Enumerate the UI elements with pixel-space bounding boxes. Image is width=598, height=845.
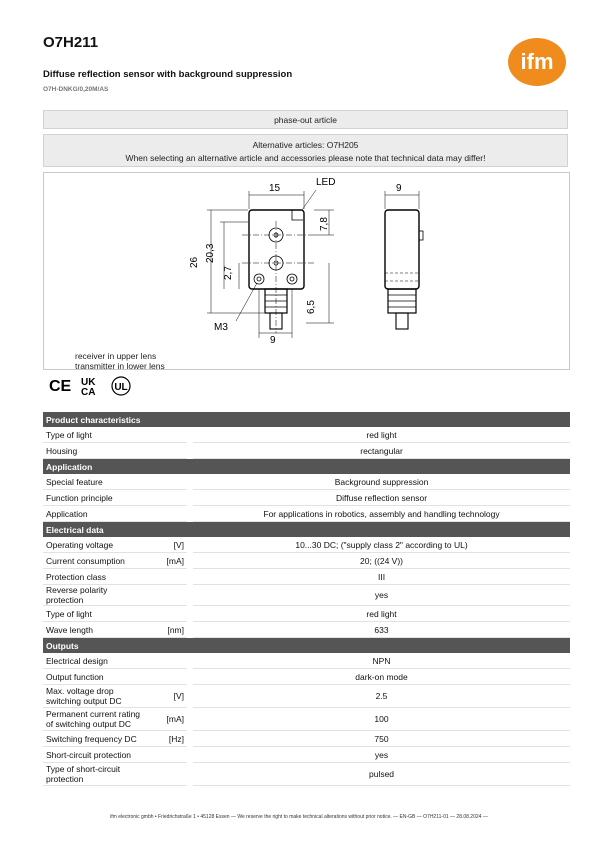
row-name: Type of light (43, 606, 146, 622)
mount-hole-left-icon (254, 274, 264, 284)
alternative-articles: Alternative articles: O7H205 (252, 140, 359, 150)
row-unit (146, 443, 190, 459)
logo-text: ifm (520, 49, 554, 74)
row-name: Electrical design (43, 653, 146, 669)
row-name: Output function (43, 669, 146, 685)
row-value: Diffuse reflection sensor (190, 490, 570, 506)
alternative-notice (43, 134, 568, 167)
section-header (43, 638, 570, 654)
row-unit (146, 606, 190, 622)
mount-hole-right-icon (287, 274, 297, 284)
row-unit (146, 669, 190, 685)
note-receiver: receiver in upper lens (75, 351, 157, 361)
table-row (43, 490, 570, 506)
row-name: Special feature (43, 474, 146, 490)
row-value: 750 (190, 731, 570, 747)
page-footer: ifm electronic gmbh • Friedrichstraße 1 • 45128 Essen — We reserve the right to make technical alterations without prior notice. — EN-GB — O7H211-01 — 28.08.2024 — (110, 814, 488, 820)
row-unit (146, 490, 190, 506)
table-row (43, 747, 570, 763)
dim-203-label: 20,3 (205, 243, 216, 263)
table-row (43, 669, 570, 685)
row-value: III (190, 569, 570, 585)
dim-bottom-label: 9 (270, 335, 276, 346)
row-name: Protection class (43, 569, 146, 585)
row-unit: [V] (146, 537, 190, 553)
table-row (43, 622, 570, 638)
dim-width-label: 15 (269, 183, 281, 194)
row-value: pulsed (190, 763, 570, 786)
certification-marks (48, 374, 138, 398)
row-unit (146, 763, 190, 786)
dim-26-label: 26 (189, 256, 200, 268)
row-name: Reverse polarity protection (43, 585, 146, 606)
row-unit (146, 747, 190, 763)
table-row (43, 443, 570, 459)
table-row (43, 427, 570, 443)
note-transmitter: transmitter in lower lens (75, 361, 165, 371)
row-value: rectangular (190, 443, 570, 459)
row-value: red light (190, 606, 570, 622)
row-name: Switching frequency DC (43, 731, 146, 747)
row-unit: [mA] (146, 553, 190, 569)
table-row (43, 685, 570, 708)
row-value: 633 (190, 622, 570, 638)
product-title: O7H211 (43, 34, 99, 51)
row-value: 100 (190, 708, 570, 731)
table-row (43, 708, 570, 731)
sensor-front-body (249, 210, 304, 289)
table-row (43, 537, 570, 553)
row-unit (146, 427, 190, 443)
alternative-warning: When selecting an alternative article and accessories please note that technical data may differ! (125, 153, 486, 163)
row-value: yes (190, 747, 570, 763)
ukca-mark-bottom: CA (81, 387, 96, 398)
row-value: yes (190, 585, 570, 606)
row-value: 2.5 (190, 685, 570, 708)
row-name: Permanent current rating of switching output DC (43, 708, 146, 731)
table-row (43, 585, 570, 606)
section-header (43, 412, 570, 427)
row-unit (146, 474, 190, 490)
thread-label: M3 (214, 322, 228, 333)
section-title: Application (43, 459, 570, 475)
section-title: Electrical data (43, 522, 570, 538)
section-title: Outputs (43, 638, 570, 654)
ul-mark-text: UL (114, 382, 128, 393)
row-value: Background suppression (190, 474, 570, 490)
spec-table (43, 412, 570, 786)
section-title: Product characteristics (43, 412, 570, 427)
row-name: Short-circuit protection (43, 747, 146, 763)
table-row (43, 569, 570, 585)
table-row (43, 474, 570, 490)
dim-side-label: 9 (396, 183, 402, 194)
row-unit (146, 653, 190, 669)
table-row (43, 763, 570, 786)
phase-out-notice: phase-out article (43, 110, 568, 129)
row-name: Max. voltage drop switching output DC (43, 685, 146, 708)
row-value: dark-on mode (190, 669, 570, 685)
row-unit (146, 506, 190, 522)
row-name: Current consumption (43, 553, 146, 569)
dim-65-label: 6,5 (306, 300, 317, 314)
product-code: O7H-DNKG/0,20M/AS (43, 86, 109, 93)
row-unit: [mA] (146, 708, 190, 731)
row-name: Application (43, 506, 146, 522)
row-value: 10...30 DC; ("supply class 2" according to UL) (190, 537, 570, 553)
row-name: Housing (43, 443, 146, 459)
led-label: LED (316, 177, 336, 188)
product-subtitle: Diffuse reflection sensor with background suppression (43, 69, 293, 80)
row-name: Wave length (43, 622, 146, 638)
row-name: Function principle (43, 490, 146, 506)
sensor-side-body (385, 210, 419, 289)
ifm-logo (507, 37, 567, 87)
row-value: 20; ((24 V)) (190, 553, 570, 569)
table-row (43, 553, 570, 569)
row-name: Type of light (43, 427, 146, 443)
row-unit: [Hz] (146, 731, 190, 747)
ce-mark-icon: CE (49, 378, 72, 395)
table-row (43, 731, 570, 747)
ukca-mark-top: UK (81, 377, 96, 388)
table-row (43, 506, 570, 522)
section-header (43, 459, 570, 475)
row-unit (146, 569, 190, 585)
row-unit: [V] (146, 685, 190, 708)
row-unit (146, 585, 190, 606)
dim-27-label: 2,7 (223, 266, 234, 280)
dim-78-label: 7,8 (319, 217, 330, 231)
dimension-drawing (43, 172, 570, 370)
row-value: red light (190, 427, 570, 443)
row-name: Operating voltage (43, 537, 146, 553)
row-value: NPN (190, 653, 570, 669)
table-row (43, 606, 570, 622)
table-row (43, 653, 570, 669)
row-name: Type of short-circuit protection (43, 763, 146, 786)
dimension-drawing-svg (44, 173, 569, 369)
section-header (43, 522, 570, 538)
row-value: For applications in robotics, assembly and handling technology (190, 506, 570, 522)
row-unit: [nm] (146, 622, 190, 638)
